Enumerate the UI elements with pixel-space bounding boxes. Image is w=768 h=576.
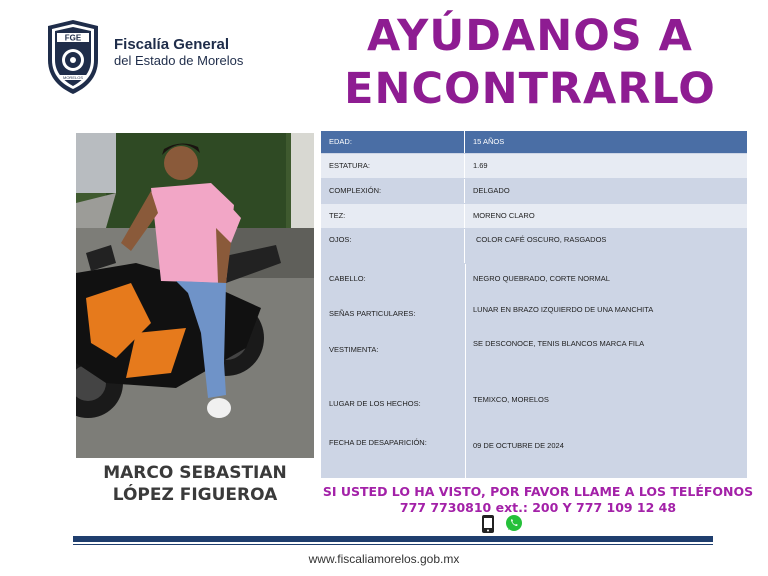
value-senas: LUNAR EN BRAZO IZQUIERDO DE UNA MANCHITA xyxy=(473,305,654,314)
missing-person-photo xyxy=(76,133,314,458)
label-vestimenta: VESTIMENTA: xyxy=(329,345,379,354)
headline xyxy=(330,10,730,116)
cta-line1: SI USTED LO HA VISTO, POR FAVOR LLAME A LOS TELÉFONOS xyxy=(322,484,754,499)
label-tez: TEZ: xyxy=(321,204,465,228)
row-tez xyxy=(321,204,747,228)
person-name xyxy=(60,462,330,506)
footer-url[interactable]: www.fiscaliamorelos.gob.mx xyxy=(308,552,460,566)
label-senas: SEÑAS PARTICULARES: xyxy=(329,309,416,318)
logo-subtext: MORELOS xyxy=(62,75,84,81)
value-tez: MORENO CLARO xyxy=(473,211,535,220)
row-ojos xyxy=(321,229,747,263)
agency-subtitle: del Estado de Morelos xyxy=(114,53,244,68)
agency-block xyxy=(114,36,243,69)
person-name-line1: MARCO SEBASTIAN xyxy=(103,463,287,483)
value-fecha: 09 DE OCTUBRE DE 2024 xyxy=(473,441,564,450)
value-cabello: NEGRO QUEBRADO, CORTE NORMAL xyxy=(473,274,610,283)
agency-name: Fiscalía General xyxy=(114,36,230,53)
headline-line2: ENCONTRARLO xyxy=(344,64,716,114)
row-complexion xyxy=(321,179,747,203)
label-complexion: COMPLEXIÓN: xyxy=(321,179,465,203)
details-table xyxy=(321,131,747,478)
person-name-line2: LÓPEZ FIGUEROA xyxy=(112,485,278,505)
footer-rule-thin xyxy=(73,544,713,545)
headline-line1: AYÚDANOS A xyxy=(367,11,693,61)
value-vestimenta: SE DESCONOCE, TENIS BLANCOS MARCA FILA xyxy=(473,339,645,348)
label-estatura: ESTATURA: xyxy=(321,154,465,178)
footer-rule-thick xyxy=(73,536,713,542)
value-ojos: COLOR CAFÉ OSCURO, RASGADOS xyxy=(476,235,607,244)
call-to-action xyxy=(300,484,768,516)
details-block xyxy=(321,264,747,478)
value-complexion: DELGADO xyxy=(473,186,510,195)
label-ojos: OJOS: xyxy=(321,229,465,263)
value-estatura: 1.69 xyxy=(473,161,488,170)
logo-text: FGE xyxy=(64,33,82,43)
label-cabello: CABELLO: xyxy=(329,274,366,283)
value-lugar: TEMIXCO, MORELOS xyxy=(473,395,549,404)
column-divider xyxy=(465,264,466,478)
value-edad: 15 AÑOS xyxy=(473,137,505,146)
label-fecha: FECHA DE DESAPARICIÓN: xyxy=(329,438,427,447)
cta-phones: 777 7730810 ext.: 200 Y 777 109 12 48 xyxy=(399,500,677,515)
label-lugar: LUGAR DE LOS HECHOS: xyxy=(329,399,421,408)
fge-logo xyxy=(44,18,102,96)
label-edad: EDAD: xyxy=(321,131,465,153)
row-estatura xyxy=(321,154,747,178)
row-edad xyxy=(321,131,747,153)
